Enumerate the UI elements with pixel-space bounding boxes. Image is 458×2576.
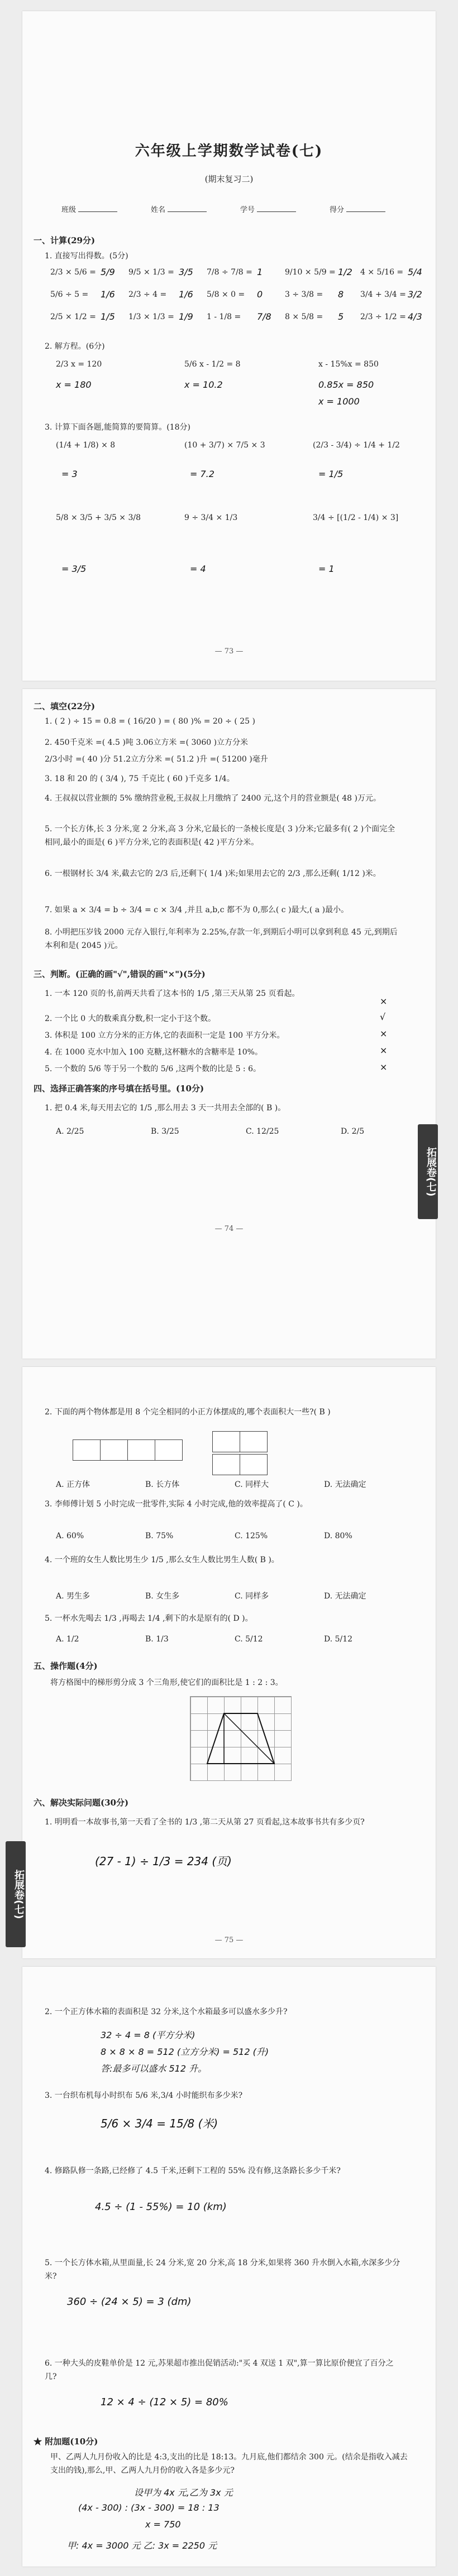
calc-item: 3/4 + 3/4 = bbox=[360, 290, 406, 299]
calc-item: 8 × 5/8 = bbox=[285, 312, 323, 321]
fill-item: 4. 王叔叔以营业额的 5% 缴纳营业税,王叔叔上月缴纳了 2400 元,这个月的营业额是( 48 )万元。 bbox=[45, 794, 381, 803]
option: A. 1/2 bbox=[56, 1635, 79, 1644]
answer: 3/2 bbox=[408, 289, 422, 300]
page-3 bbox=[13, 1367, 436, 1958]
q-simplify: 3. 计算下面各题,能简算的要简算。(18分) bbox=[45, 423, 190, 432]
option: B. 75% bbox=[145, 1532, 174, 1540]
option: A. 60% bbox=[56, 1532, 84, 1540]
option: A. 男生多 bbox=[56, 1592, 90, 1601]
applied-question: 4. 修路队修一条路,已经修了 4.5 千米,还剩下工程的 55% 没有修,这条路长多少千米? bbox=[45, 2166, 341, 2175]
section-applied: 六、解决实际问题(30分) bbox=[34, 1798, 129, 1808]
equation: 5/6 x - 1/2 = 8 bbox=[184, 360, 241, 369]
page-4 bbox=[22, 1967, 436, 2567]
fill-item: 2. 450千克米 =( 4.5 )吨 3.06立方米 =( 3060 )立方分米 bbox=[45, 738, 249, 747]
page-number: — 73 — bbox=[214, 647, 244, 656]
option: D. 2/5 bbox=[341, 1127, 365, 1136]
judge-answer: × bbox=[380, 1062, 388, 1072]
equation: 2/3 x = 120 bbox=[56, 360, 102, 369]
calc-item: (1/4 + 1/8) × 8 bbox=[56, 441, 116, 450]
applied-question: 3. 一台织布机每小时织布 5/6 米,3/4 小时能织布多少米? bbox=[45, 2091, 243, 2100]
fill-item: 6. 一根钢材长 3/4 米,截去它的 2/3 后,还剩下( 1/4 )米;如果用去它的 2/3 ,那么还剩( 1/12 )米。 bbox=[45, 869, 381, 878]
answer: 5 bbox=[338, 311, 344, 322]
page-number: — 75 — bbox=[214, 1936, 244, 1944]
choose-item: 2. 下面的两个物体都是用 8 个完全相同的小正方体摆成的,哪个表面积大一些?( B ) bbox=[45, 1408, 331, 1417]
calc-item: 3/4 ÷ [(1/2 - 1/4) × 3] bbox=[313, 513, 399, 522]
applied-answer: 5/6 × 3/4 = 15/8 (米) bbox=[101, 2117, 218, 2130]
answer: = 3/5 bbox=[61, 564, 87, 574]
option: C. 125% bbox=[235, 1532, 268, 1540]
answer: 1/6 bbox=[101, 289, 115, 300]
answer: = 3 bbox=[61, 469, 78, 479]
judge-answer: × bbox=[380, 996, 388, 1007]
page-2 bbox=[22, 689, 436, 1359]
section-extra: ★ 附加题(10分) bbox=[34, 2437, 98, 2447]
calc-item: 5/8 × 3/5 + 3/5 × 3/8 bbox=[56, 513, 141, 522]
applied-question: 1. 明明看一本故事书,第一天看了全书的 1/3 ,第二天从第 27 页看起,这本故事书共有多少页? bbox=[45, 1818, 365, 1827]
choose-item: 1. 把 0.4 米,每天用去它的 1/5 ,那么用去 3 天一共用去全部的( B )。 bbox=[45, 1104, 286, 1113]
cube-figure-a bbox=[73, 1439, 182, 1463]
option: C. 同样大 bbox=[235, 1480, 269, 1489]
answer: 1/2 bbox=[338, 267, 352, 277]
extra-answer: x = 750 bbox=[145, 2519, 181, 2530]
option: C. 12/25 bbox=[246, 1127, 279, 1136]
calc-item: 2/5 × 1/2 = bbox=[50, 312, 96, 321]
section-operation: 五、操作题(4分) bbox=[34, 1661, 98, 1671]
fill-item: 2/3小时 =( 40 )分 51.2立方分米 =( 51.2 )升 =( 51200 )毫升 bbox=[45, 755, 268, 764]
operation-text: 将方格图中的梯形剪分成 3 个三角形,使它们的面积比是 1 : 2 : 3。 bbox=[50, 1678, 283, 1687]
option: D. 无法确定 bbox=[324, 1592, 366, 1601]
answer: 0 bbox=[257, 289, 263, 300]
extra-answer: (4x - 300) : (3x - 300) = 18 : 13 bbox=[78, 2502, 220, 2513]
subtitle: (期末复习二) bbox=[204, 174, 254, 184]
answer: x = 10.2 bbox=[184, 379, 223, 390]
answer: = 1/5 bbox=[318, 469, 344, 479]
applied-answer: 360 ÷ (24 × 5) = 3 (dm) bbox=[67, 2296, 192, 2308]
applied-answer: (27 - 1) ÷ 1/3 = 234 (页) bbox=[95, 1855, 232, 1868]
calc-item: 7/8 ÷ 7/8 = bbox=[207, 268, 252, 277]
option: D. 无法确定 bbox=[324, 1480, 366, 1489]
student-info bbox=[61, 204, 385, 214]
answer: 5/4 bbox=[408, 267, 422, 277]
calc-item: 9 ÷ 3/4 × 1/3 bbox=[184, 513, 238, 522]
answer: 7/8 bbox=[257, 311, 271, 322]
choose-item: 4. 一个班的女生人数比男生少 1/5 ,那么女生人数比男生人数( B )。 bbox=[45, 1556, 279, 1564]
option: B. 1/3 bbox=[145, 1635, 169, 1644]
choose-item: 3. 李师傅计划 5 小时完成一批零件,实际 4 小时完成,他的效率提高了( C )。 bbox=[45, 1500, 308, 1509]
side-tab-label: 拓展卷(七) bbox=[418, 1124, 438, 1219]
student-id-label: 学号 bbox=[240, 206, 255, 214]
judge-item: 1. 一本 120 页的书,前两天共看了这本书的 1/5 ,第三天从第 25 页看起。 bbox=[45, 989, 300, 998]
fill-item: 3. 18 和 20 的 ( 3/4 ), 75 千克比 ( 60 )千克多 1/4。 bbox=[45, 774, 235, 783]
applied-answer: 12 × 4 ÷ (12 × 5) = 80% bbox=[101, 2396, 228, 2408]
name-label: 姓名 bbox=[151, 206, 166, 214]
option: C. 同样多 bbox=[235, 1592, 269, 1601]
judge-answer: × bbox=[380, 1045, 388, 1056]
answer: 5/9 bbox=[101, 267, 115, 277]
answer: 3/5 bbox=[179, 267, 193, 277]
choose-item: 5. 一杯水先喝去 1/3 ,再喝去 1/4 ,剩下的水是原有的( D )。 bbox=[45, 1614, 253, 1623]
section-judge: 三、判断。(正确的画"√",错误的画"×")(5分) bbox=[34, 969, 206, 979]
calc-item: 2/3 ÷ 1/2 = bbox=[360, 312, 406, 321]
calc-item: 9/10 × 5/9 = bbox=[285, 268, 336, 277]
option: B. 长方体 bbox=[145, 1480, 180, 1489]
calc-item: 1/3 × 1/3 = bbox=[128, 312, 174, 321]
section-fill: 二、填空(22分) bbox=[34, 701, 96, 711]
option: A. 正方体 bbox=[56, 1480, 90, 1489]
applied-answer: 4.5 ÷ (1 - 55%) = 10 (km) bbox=[95, 2201, 227, 2213]
applied-question: 6. 一种大头的皮鞋单价是 12 元,苏果超市推出促销活动:"买 4 双送 1 双",算一算比原价便宜了百分之几? bbox=[45, 2359, 394, 2381]
option: B. 女生多 bbox=[145, 1592, 180, 1601]
page-title: 六年级上学期数学试卷(七) bbox=[135, 143, 323, 160]
answer: 4/3 bbox=[408, 311, 422, 322]
answer: 1 bbox=[257, 267, 263, 277]
score-label: 得分 bbox=[330, 206, 345, 214]
option: A. 2/25 bbox=[56, 1127, 84, 1136]
fill-item: 5. 一个长方体,长 3 分米,宽 2 分米,高 3 分米,它最长的一条棱长度是( 3 )分米;它最多有( 2 )个面完全相同,最小的面是( 6 )平方分米,它的表面积是( 42 )平方分米。 bbox=[45, 825, 395, 847]
calc-item: 5/6 ÷ 5 = bbox=[50, 290, 89, 299]
judge-answer: √ bbox=[380, 1012, 386, 1022]
answer: = 4 bbox=[190, 564, 206, 574]
grid-figure bbox=[190, 1696, 292, 1781]
calc-item: (2/3 - 3/4) ÷ 1/4 + 1/2 bbox=[313, 441, 400, 450]
applied-answer: 32 ÷ 4 = 8 (平方分米) bbox=[101, 2030, 195, 2040]
calc-item: (10 + 3/7) × 7/5 × 3 bbox=[184, 441, 265, 450]
calc-item: 4 × 5/16 = bbox=[360, 268, 404, 277]
side-tab-label: 拓展卷(七) bbox=[6, 1841, 26, 1947]
calc-item: 1 - 1/8 = bbox=[207, 312, 241, 321]
answer: = 7.2 bbox=[190, 469, 214, 479]
answer: 0.85x = 850 bbox=[318, 379, 374, 390]
page-1 bbox=[22, 11, 436, 681]
answer: 1/6 bbox=[179, 289, 193, 300]
section-calc: 一、计算(29分) bbox=[34, 235, 96, 245]
extra-question: 甲、乙两人九月份收入的比是 4:3,支出的比是 18:13。九月底,他们都结余 300 元。(结余是指收入减去支出的钱),那么,甲、乙两人九月份的收入各是多少元? bbox=[50, 2453, 408, 2475]
option: D. 5/12 bbox=[324, 1635, 353, 1644]
calc-item: 2/3 ÷ 4 = bbox=[128, 290, 167, 299]
option: B. 3/25 bbox=[151, 1127, 179, 1136]
applied-question: 5. 一个长方体水箱,从里面量,长 24 分米,宽 20 分米,高 18 分米,如果将 360 升水倒入水箱,水深多少分米? bbox=[45, 2259, 400, 2281]
class-label: 班级 bbox=[61, 206, 77, 214]
judge-item: 5. 一个数的 5/6 等于另一个数的 5/6 ,这两个数的比是 5 : 6。 bbox=[45, 1065, 261, 1073]
answer: 8 bbox=[338, 289, 344, 300]
answer: 1/5 bbox=[101, 311, 115, 322]
q-equation: 2. 解方程。(6分) bbox=[45, 342, 105, 351]
page-number: — 74 — bbox=[214, 1225, 244, 1233]
extra-answer: 设甲为 4x 元,乙为 3x 元 bbox=[134, 2487, 233, 2498]
section-choose: 四、选择正确答案的序号填在括号里。(10分) bbox=[34, 1084, 204, 1094]
answer: 1/9 bbox=[179, 311, 193, 322]
fill-item: 7. 如果 a × 3/4 = b ÷ 3/4 = c × 3/4 ,并且 a,b,c 都不为 0,那么( c )最大,( a )最小。 bbox=[45, 906, 349, 914]
answer: = 1 bbox=[318, 564, 335, 574]
answer: x = 1000 bbox=[318, 396, 360, 407]
calc-item: 2/3 × 5/6 = bbox=[50, 268, 96, 277]
applied-answer: 8 × 8 × 8 = 512 (立方分米) = 512 (升) bbox=[101, 2047, 269, 2057]
option: C. 5/12 bbox=[235, 1635, 263, 1644]
calc-item: 5/8 × 0 = bbox=[207, 290, 245, 299]
fill-item: 8. 小明把压岁钱 2000 元存入银行,年利率为 2.25%,存款一年,到期后小明可以拿到利息 45 元,到期后本利和是( 2045 )元。 bbox=[45, 928, 398, 950]
q-direct: 1. 直接写出得数。(5分) bbox=[45, 252, 128, 261]
equation: x - 15%x = 850 bbox=[318, 360, 379, 369]
calc-item: 3 ÷ 3/8 = bbox=[285, 290, 323, 299]
extra-answer: 甲: 4x = 3000 元 乙: 3x = 2250 元 bbox=[67, 2540, 217, 2551]
cube-figure-b bbox=[212, 1431, 267, 1477]
answer: x = 180 bbox=[56, 379, 92, 390]
fill-item: 1. ( 2 ) ÷ 15 = 0.8 = ( 16/20 ) = ( 80 )% = 20 ÷ ( 25 ) bbox=[45, 717, 255, 726]
judge-item: 4. 在 1000 克水中加入 100 克糖,这杯糖水的含糖率是 10%。 bbox=[45, 1048, 263, 1057]
judge-item: 2. 一个比 0 大的数乘真分数,积一定小于这个数。 bbox=[45, 1014, 216, 1023]
judge-answer: × bbox=[380, 1028, 388, 1039]
applied-answer: 答:最多可以盛水 512 升。 bbox=[101, 2063, 207, 2074]
applied-question: 2. 一个正方体水箱的表面积是 32 分米,这个水箱最多可以盛水多少升? bbox=[45, 2007, 288, 2016]
judge-item: 3. 体积是 100 立方分米的正方体,它的表面积一定是 100 平方分米。 bbox=[45, 1031, 285, 1040]
option: D. 80% bbox=[324, 1532, 352, 1540]
calc-item: 9/5 × 1/3 = bbox=[128, 268, 174, 277]
